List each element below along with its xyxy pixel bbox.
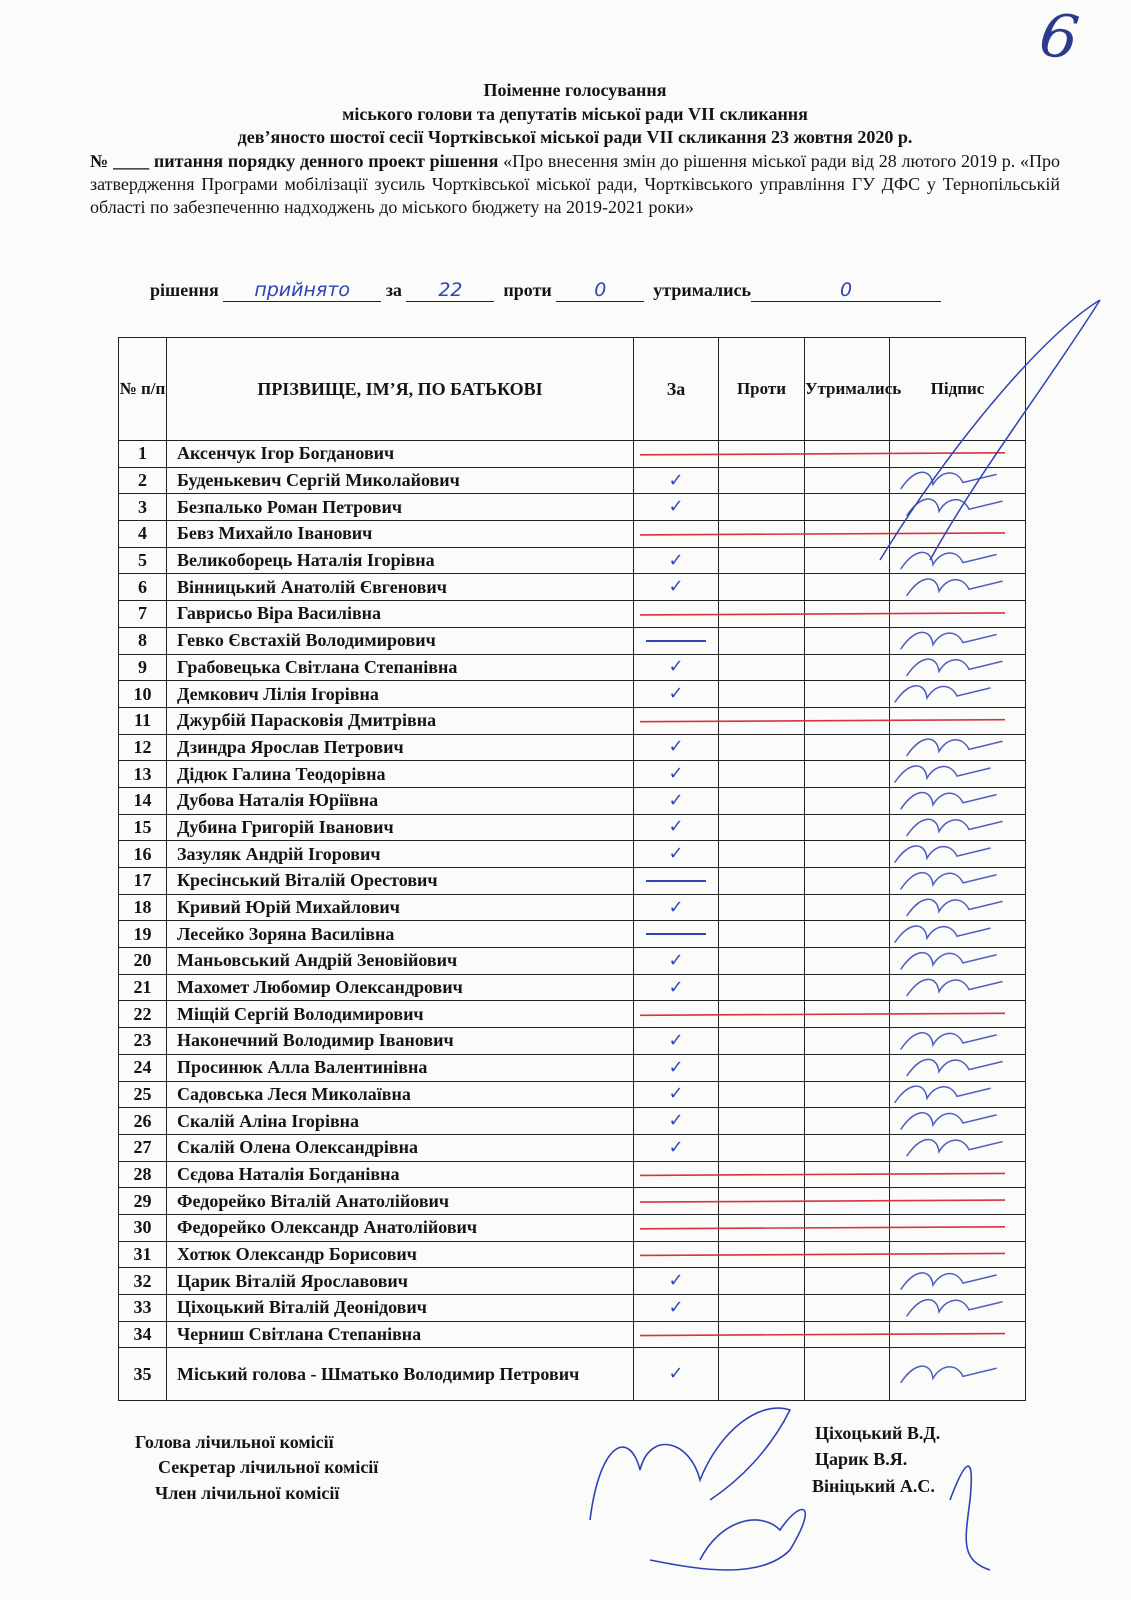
- row-number: 4: [119, 521, 167, 548]
- row-number: 29: [119, 1188, 167, 1215]
- member-name: Федорейко Віталій Анатолійович: [167, 1188, 634, 1215]
- table-row: [119, 1081, 1026, 1108]
- vote-abstain-cell: [805, 467, 890, 494]
- row-number: 20: [119, 948, 167, 975]
- row-number: 28: [119, 1161, 167, 1188]
- signature-cell: [890, 627, 1026, 654]
- against-value: 0: [556, 281, 644, 302]
- vote-against-cell: [719, 1161, 805, 1188]
- row-number: 9: [119, 654, 167, 681]
- vote-for-checkmark: ✓: [634, 814, 719, 841]
- member-name: Хотюк Олександр Борисович: [167, 1241, 634, 1268]
- vote-for-checkmark: ✓: [634, 1108, 719, 1135]
- member-name: Зазуляк Андрій Ігорович: [167, 841, 634, 868]
- signature-cell: [890, 467, 1026, 494]
- vote-against-cell: [719, 1295, 805, 1322]
- signature-cell: [890, 547, 1026, 574]
- agenda-paragraph: [90, 150, 1060, 219]
- member-name: Дзиндра Ярослав Петрович: [167, 734, 634, 761]
- vote-for-cell: [634, 1188, 719, 1215]
- decision-value: прийнято: [223, 281, 381, 302]
- signature-cell: [890, 1214, 1026, 1241]
- vote-for-cell: [634, 921, 719, 948]
- vote-against-cell: [719, 921, 805, 948]
- member-name: Кресінський Віталій Орестович: [167, 868, 634, 895]
- page-number-mark: 6: [1035, 0, 1083, 75]
- table-row: [119, 1161, 1026, 1188]
- roll-call-table: [118, 337, 1026, 1401]
- vote-against-cell: [719, 1348, 805, 1401]
- member-name: Міський голова - Шматько Володимир Петрович: [167, 1348, 634, 1401]
- row-number: 2: [119, 467, 167, 494]
- vote-for-checkmark: ✓: [634, 467, 719, 494]
- commission-secretary-label: Секретар лічильної комісії: [158, 1457, 379, 1477]
- member-name: Гаврисьо Віра Василівна: [167, 601, 634, 628]
- row-number: 33: [119, 1295, 167, 1322]
- header-for: За: [634, 338, 719, 441]
- signature-cell: [890, 1241, 1026, 1268]
- member-name: Грабовецька Світлана Степанівна: [167, 654, 634, 681]
- vote-abstain-cell: [805, 1134, 890, 1161]
- table-row: [119, 1348, 1026, 1401]
- row-number: 35: [119, 1348, 167, 1401]
- table-row: [119, 814, 1026, 841]
- vote-against-cell: [719, 627, 805, 654]
- member-name: Махомет Любомир Олександрович: [167, 974, 634, 1001]
- vote-for-checkmark: ✓: [634, 547, 719, 574]
- table-row: [119, 921, 1026, 948]
- struck-vote-mark: [646, 933, 706, 935]
- table-row: [119, 1054, 1026, 1081]
- vote-against-cell: [719, 814, 805, 841]
- vote-against-cell: [719, 547, 805, 574]
- row-number: 27: [119, 1134, 167, 1161]
- vote-against-cell: [719, 1028, 805, 1055]
- struck-vote-mark: [646, 880, 706, 882]
- vote-for-checkmark: ✓: [634, 1348, 719, 1401]
- title-line-3: дев’яносто шостої сесії Чортківської міської ради VII скликання 23 жовтня 2020 р.: [237, 127, 913, 147]
- vote-for-checkmark: ✓: [634, 654, 719, 681]
- vote-abstain-cell: [805, 627, 890, 654]
- vote-for-cell: [634, 1321, 719, 1348]
- title-line-1: Поіменне голосування: [483, 80, 667, 100]
- signature-cell: [890, 921, 1026, 948]
- vote-against-cell: [719, 948, 805, 975]
- vote-for-checkmark: ✓: [634, 841, 719, 868]
- vote-for-checkmark: ✓: [634, 1295, 719, 1322]
- commission-head-name: Ціхоцький В.Д.: [815, 1423, 941, 1443]
- member-name: Аксенчук Ігор Богданович: [167, 441, 634, 468]
- vote-abstain-cell: [805, 814, 890, 841]
- row-number: 25: [119, 1081, 167, 1108]
- vote-abstain-cell: [805, 1268, 890, 1295]
- row-number: 34: [119, 1321, 167, 1348]
- struck-vote-mark: [646, 640, 706, 642]
- vote-abstain-cell: [805, 441, 890, 468]
- signature-cell: [890, 1321, 1026, 1348]
- row-number: 32: [119, 1268, 167, 1295]
- member-name: Сєдова Наталія Богданівна: [167, 1161, 634, 1188]
- vote-against-cell: [719, 1321, 805, 1348]
- row-number: 12: [119, 734, 167, 761]
- vote-against-cell: [719, 1241, 805, 1268]
- vote-abstain-cell: [805, 974, 890, 1001]
- table-row: [119, 1028, 1026, 1055]
- signature-cell: [890, 1134, 1026, 1161]
- vote-abstain-cell: [805, 894, 890, 921]
- table-row: [119, 1134, 1026, 1161]
- table-row: [119, 627, 1026, 654]
- row-number: 10: [119, 681, 167, 708]
- member-name: Лесейко Зоряна Василівна: [167, 921, 634, 948]
- row-number: 24: [119, 1054, 167, 1081]
- signature-cell: [890, 1001, 1026, 1028]
- row-number: 3: [119, 494, 167, 521]
- vote-for-cell: [634, 441, 719, 468]
- member-name: Гевко Євстахій Володимирович: [167, 627, 634, 654]
- signature-cell: [890, 654, 1026, 681]
- table-row: [119, 787, 1026, 814]
- decision-label: рішення: [150, 280, 219, 300]
- vote-for-cell: [634, 627, 719, 654]
- signature-cell: [890, 1028, 1026, 1055]
- vote-abstain-cell: [805, 1241, 890, 1268]
- vote-against-cell: [719, 1001, 805, 1028]
- member-name: Великоборець Наталія Ігорівна: [167, 547, 634, 574]
- vote-for-checkmark: ✓: [634, 1028, 719, 1055]
- vote-for-checkmark: ✓: [634, 1134, 719, 1161]
- vote-against-cell: [719, 681, 805, 708]
- vote-abstain-cell: [805, 574, 890, 601]
- vote-against-cell: [719, 787, 805, 814]
- member-name: Демкович Лілія Ігорівна: [167, 681, 634, 708]
- table-row: [119, 761, 1026, 788]
- member-name: Міщій Сергій Володимирович: [167, 1001, 634, 1028]
- row-number: 19: [119, 921, 167, 948]
- for-label: за: [385, 280, 402, 300]
- member-name: Безпалько Роман Петрович: [167, 494, 634, 521]
- vote-against-cell: [719, 441, 805, 468]
- signature-cell: [890, 974, 1026, 1001]
- table-row: [119, 681, 1026, 708]
- vote-for-checkmark: ✓: [634, 681, 719, 708]
- abstain-label: утримались: [653, 280, 751, 300]
- vote-abstain-cell: [805, 948, 890, 975]
- vote-for-checkmark: ✓: [634, 894, 719, 921]
- commission-secretary-name: Царик В.Я.: [815, 1449, 908, 1469]
- vote-abstain-cell: [805, 494, 890, 521]
- header-num: № п/п: [119, 338, 167, 441]
- signature-cell: [890, 1268, 1026, 1295]
- vote-for-checkmark: ✓: [634, 1054, 719, 1081]
- table-row: [119, 601, 1026, 628]
- signature-cell: [890, 761, 1026, 788]
- vote-abstain-cell: [805, 1214, 890, 1241]
- signature-cell: [890, 441, 1026, 468]
- member-name: Буденькевич Сергій Миколайович: [167, 467, 634, 494]
- commission-signature-head: [590, 1408, 790, 1520]
- table-row: [119, 494, 1026, 521]
- vote-abstain-cell: [805, 681, 890, 708]
- table-row: [119, 1001, 1026, 1028]
- vote-for-cell: [634, 1214, 719, 1241]
- vote-against-cell: [719, 1081, 805, 1108]
- vote-abstain-cell: [805, 1161, 890, 1188]
- table-row: [119, 521, 1026, 548]
- row-number: 16: [119, 841, 167, 868]
- commission-signature-secretary: [650, 1510, 805, 1570]
- signature-cell: [890, 707, 1026, 734]
- table-row: [119, 654, 1026, 681]
- vote-against-cell: [719, 1054, 805, 1081]
- title-line-2: міського голови та депутатів міської ради VII скликання: [342, 104, 808, 124]
- vote-against-cell: [719, 1188, 805, 1215]
- vote-abstain-cell: [805, 1348, 890, 1401]
- signature-cell: [890, 1161, 1026, 1188]
- signature-cell: [890, 521, 1026, 548]
- vote-for-checkmark: ✓: [634, 974, 719, 1001]
- row-number: 23: [119, 1028, 167, 1055]
- vote-abstain-cell: [805, 868, 890, 895]
- table-row: [119, 868, 1026, 895]
- vote-abstain-cell: [805, 734, 890, 761]
- vote-against-cell: [719, 974, 805, 1001]
- signature-cell: [890, 841, 1026, 868]
- vote-abstain-cell: [805, 521, 890, 548]
- member-name: Скалій Олена Олександрівна: [167, 1134, 634, 1161]
- signature-cell: [890, 814, 1026, 841]
- vote-against-cell: [719, 467, 805, 494]
- vote-against-cell: [719, 761, 805, 788]
- vote-abstain-cell: [805, 1108, 890, 1135]
- signature-cell: [890, 1108, 1026, 1135]
- signature-cell: [890, 787, 1026, 814]
- row-number: 31: [119, 1241, 167, 1268]
- row-number: 7: [119, 601, 167, 628]
- row-number: 30: [119, 1214, 167, 1241]
- vote-abstain-cell: [805, 1001, 890, 1028]
- table-row: [119, 948, 1026, 975]
- member-name: Вінницький Анатолій Євгенович: [167, 574, 634, 601]
- table-row: [119, 1108, 1026, 1135]
- row-number: 17: [119, 868, 167, 895]
- signature-cell: [890, 1348, 1026, 1401]
- vote-abstain-cell: [805, 601, 890, 628]
- vote-for-checkmark: ✓: [634, 948, 719, 975]
- vote-against-cell: [719, 894, 805, 921]
- signature-cell: [890, 574, 1026, 601]
- table-row: [119, 894, 1026, 921]
- signature-cell: [890, 681, 1026, 708]
- table-row: [119, 1295, 1026, 1322]
- vote-against-cell: [719, 574, 805, 601]
- vote-for-cell: [634, 868, 719, 895]
- vote-result-line: [150, 280, 941, 302]
- header-against: Проти: [719, 338, 805, 441]
- vote-for-cell: [634, 601, 719, 628]
- row-number: 8: [119, 627, 167, 654]
- vote-against-cell: [719, 654, 805, 681]
- vote-abstain-cell: [805, 1054, 890, 1081]
- signature-cell: [890, 894, 1026, 921]
- member-name: Дубина Григорій Іванович: [167, 814, 634, 841]
- table-row: [119, 1321, 1026, 1348]
- vote-for-cell: [634, 1161, 719, 1188]
- member-name: Кривий Юрій Михайлович: [167, 894, 634, 921]
- header-name: ПРІЗВИЩЕ, ІМ’Я, ПО БАТЬКОВІ: [167, 338, 634, 441]
- member-name: Просинюк Алла Валентинівна: [167, 1054, 634, 1081]
- vote-for-checkmark: ✓: [634, 574, 719, 601]
- table-row: [119, 974, 1026, 1001]
- row-number: 22: [119, 1001, 167, 1028]
- abstain-value: 0: [751, 281, 941, 302]
- agenda-text: «Про внесення змін до рішення міської ради від 28 лютого 2019 р. «Про затвердження Програми мобілізації зусиль Чортківської міської ради, Чортківського управління ГУ ДФС у Тернопільській області по забезпеченню надходжень до міського бюджету на 2019-2021 роки»: [90, 151, 1061, 217]
- signature-cell: [890, 868, 1026, 895]
- row-number: 21: [119, 974, 167, 1001]
- signature-cell: [890, 1081, 1026, 1108]
- vote-abstain-cell: [805, 1295, 890, 1322]
- vote-abstain-cell: [805, 787, 890, 814]
- member-name: Ціхоцький Віталій Деонідович: [167, 1295, 634, 1322]
- vote-for-checkmark: ✓: [634, 761, 719, 788]
- header-signature: Підпис: [890, 338, 1026, 441]
- vote-for-cell: [634, 1001, 719, 1028]
- member-name: Садовська Леся Миколаївна: [167, 1081, 634, 1108]
- table-row: [119, 707, 1026, 734]
- table-row: [119, 547, 1026, 574]
- vote-against-cell: [719, 1134, 805, 1161]
- vote-against-cell: [719, 707, 805, 734]
- against-label: проти: [503, 280, 552, 300]
- signature-cell: [890, 734, 1026, 761]
- for-value: 22: [406, 281, 494, 302]
- table-row: [119, 1241, 1026, 1268]
- vote-against-cell: [719, 1268, 805, 1295]
- member-name: Джурбій Парасковія Дмитрівна: [167, 707, 634, 734]
- vote-against-cell: [719, 868, 805, 895]
- table-row: [119, 467, 1026, 494]
- vote-abstain-cell: [805, 707, 890, 734]
- header-abstain: Утримались: [805, 338, 890, 441]
- signature-cell: [890, 1295, 1026, 1322]
- member-name: Наконечний Володимир Іванович: [167, 1028, 634, 1055]
- member-name: Дубова Наталія Юріївна: [167, 787, 634, 814]
- row-number: 15: [119, 814, 167, 841]
- vote-for-cell: [634, 1241, 719, 1268]
- member-name: Царик Віталій Ярославович: [167, 1268, 634, 1295]
- vote-against-cell: [719, 1214, 805, 1241]
- member-name: Дідюк Галина Теодорівна: [167, 761, 634, 788]
- vote-for-checkmark: ✓: [634, 494, 719, 521]
- vote-against-cell: [719, 734, 805, 761]
- vote-abstain-cell: [805, 1188, 890, 1215]
- vote-for-checkmark: ✓: [634, 1268, 719, 1295]
- table-row: [119, 1268, 1026, 1295]
- vote-for-cell: [634, 707, 719, 734]
- commission-member-name: Вініцький А.С.: [812, 1476, 935, 1496]
- vote-for-checkmark: ✓: [634, 1081, 719, 1108]
- table-row: [119, 1214, 1026, 1241]
- row-number: 5: [119, 547, 167, 574]
- row-number: 14: [119, 787, 167, 814]
- table-row: [119, 1188, 1026, 1215]
- signature-cell: [890, 494, 1026, 521]
- signature-cell: [890, 601, 1026, 628]
- member-name: Черниш Світлана Степанівна: [167, 1321, 634, 1348]
- agenda-prefix: № ____ питання порядку денного проект рішення: [90, 151, 499, 171]
- vote-abstain-cell: [805, 841, 890, 868]
- vote-for-checkmark: ✓: [634, 787, 719, 814]
- vote-against-cell: [719, 521, 805, 548]
- vote-against-cell: [719, 1108, 805, 1135]
- table-row: [119, 734, 1026, 761]
- vote-for-checkmark: ✓: [634, 734, 719, 761]
- vote-against-cell: [719, 494, 805, 521]
- row-number: 6: [119, 574, 167, 601]
- member-name: Маньовський Андрій Зеновійович: [167, 948, 634, 975]
- table-row: [119, 441, 1026, 468]
- member-name: Бевз Михайло Іванович: [167, 521, 634, 548]
- row-number: 1: [119, 441, 167, 468]
- member-name: Федорейко Олександр Анатолійович: [167, 1214, 634, 1241]
- vote-for-cell: [634, 521, 719, 548]
- commission-signature-member: [950, 1466, 990, 1570]
- vote-abstain-cell: [805, 1081, 890, 1108]
- row-number: 13: [119, 761, 167, 788]
- table-row: [119, 841, 1026, 868]
- commission-head-label: Голова лічильної комісії: [135, 1432, 334, 1452]
- row-number: 26: [119, 1108, 167, 1135]
- member-name: Скалій Аліна Ігорівна: [167, 1108, 634, 1135]
- vote-against-cell: [719, 841, 805, 868]
- vote-abstain-cell: [805, 1028, 890, 1055]
- vote-abstain-cell: [805, 761, 890, 788]
- table-row: [119, 574, 1026, 601]
- vote-abstain-cell: [805, 654, 890, 681]
- row-number: 18: [119, 894, 167, 921]
- commission-member-label: Член лічильної комісії: [155, 1483, 340, 1503]
- row-number: 11: [119, 707, 167, 734]
- vote-abstain-cell: [805, 921, 890, 948]
- vote-abstain-cell: [805, 547, 890, 574]
- table-header-row: [119, 338, 1026, 441]
- signature-cell: [890, 1188, 1026, 1215]
- vote-against-cell: [719, 601, 805, 628]
- signature-cell: [890, 1054, 1026, 1081]
- vote-abstain-cell: [805, 1321, 890, 1348]
- signature-cell: [890, 948, 1026, 975]
